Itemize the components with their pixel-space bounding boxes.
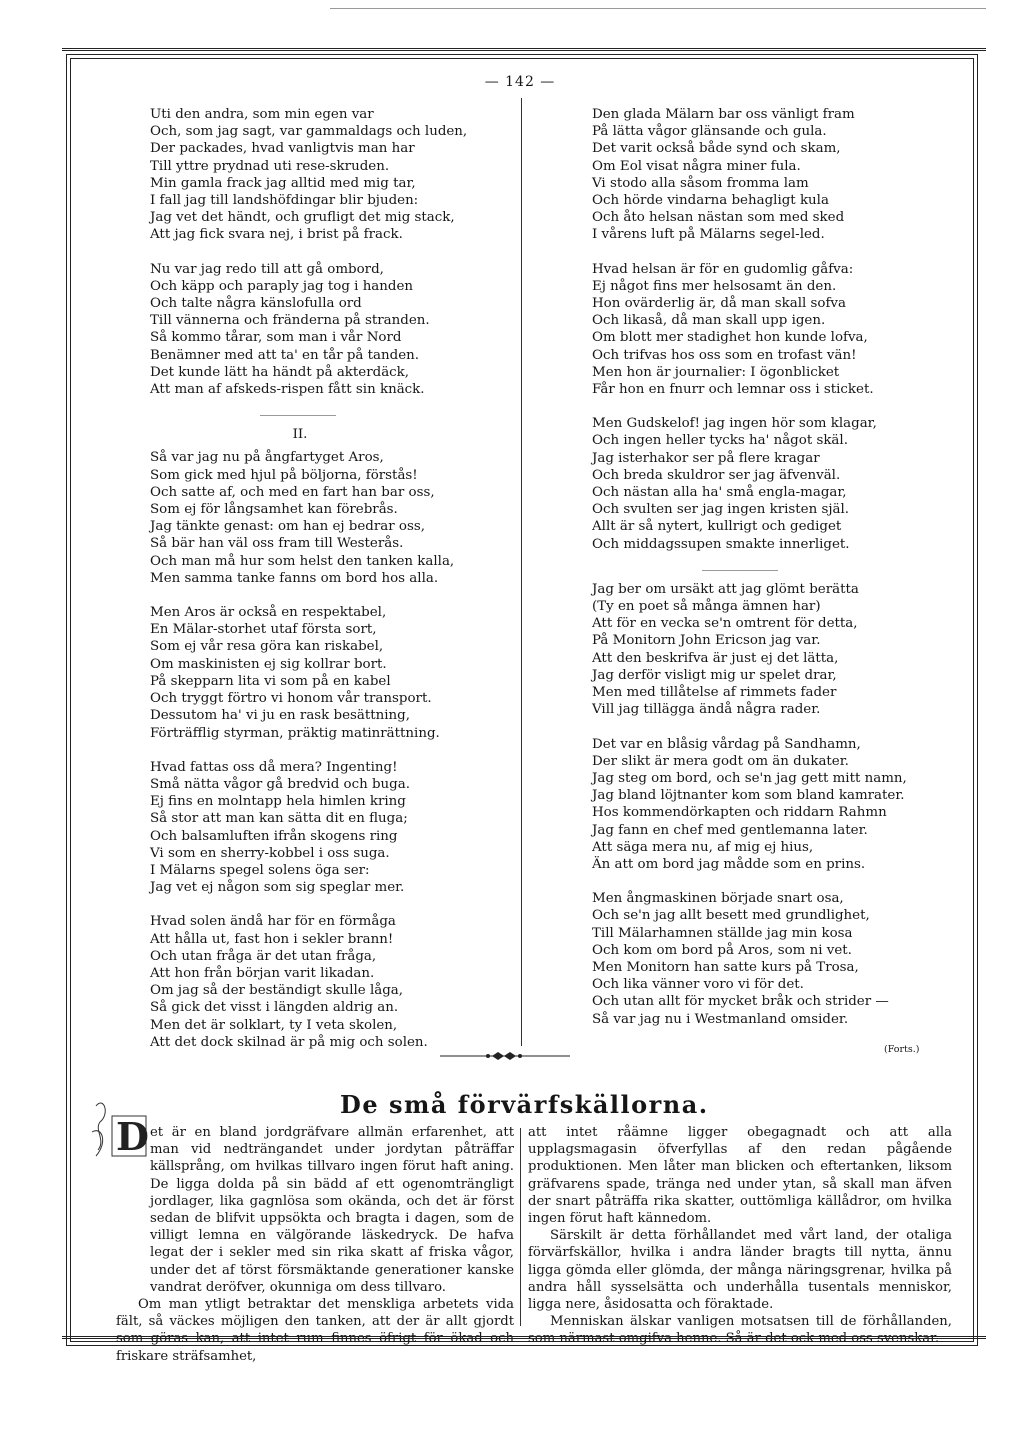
paragraph: Menniskan älskar vanligen motsatsen till de förhållanden, som närmast omgifva henne. Så är det ock med oss svenskar. [528,1314,952,1347]
stanza-group-left-a [150,106,467,398]
verse-line: Det var en blåsig vårdag på Sandhamn, [592,736,861,752]
stanza [150,913,467,1051]
verse-line: Och talte några känslofulla ord [150,296,362,312]
verse-line: Så var jag nu i Westmanland omsider. [592,1011,849,1027]
verse-line: Vill jag tillägga ändå några rader. [592,702,821,718]
stanza-group-right-a [592,106,907,553]
verse-line: Hon ovärderlig är, då man skall sofva [592,296,846,312]
verse-line: Jag isterhakor ser på flere kragar [592,450,820,466]
column-divider [521,98,522,1046]
verse-line: Men med tillåtelse af rimmets fader [592,685,837,701]
verse-line: Och svulten ser jag ingen kristen själ. [592,502,849,518]
verse-line: Till yttre prydnad uti rese-skruden. [150,158,390,174]
verse-line: Och tryggt förtro vi honom vår transport. [150,691,432,707]
verse-line: I vårens luft på Mälarns segel-led. [592,227,825,243]
verse-line: Det kunde lätt ha händt på akterdäck, [150,364,410,380]
verse-line: Att det dock skilnad är på mig och solen. [150,1034,428,1050]
stanza [150,261,467,399]
stanza [150,106,467,244]
verse-line: Vi stodo alla såsom fromma lam [592,175,809,191]
verse-line: Och ingen heller tycks ha' något skäl. [592,433,848,449]
verse-line: Så stor att man kan sätta dit en fluga; [150,811,408,827]
section-divider [702,570,778,571]
verse-line: Och likaså, då man skall upp igen. [592,313,826,329]
verse-line: Men det är solklart, ty I veta skolen, [150,1017,398,1033]
verse-line: Och nästan alla ha' små engla-magar, [592,485,847,501]
verse-line: Der packades, hvad vanligtvis man har [150,141,415,157]
verse-line: Ej något fins mer helsosamt än den. [592,278,837,294]
stanza-group-right-b [592,581,907,1028]
verse-line: Nu var jag redo till att gå ombord, [150,261,384,277]
verse-line: Vi som en sherry-kobbel i oss suga. [150,845,390,861]
verse-line: Hvad solen ändå har för en förmåga [150,914,396,930]
verse-line: På Monitorn John Ericson jag var. [592,633,821,649]
verse-line: Och utan allt för mycket bråk och strider — [592,994,889,1010]
verse-line: Och man må hur som helst den tanken kalla, [150,553,455,569]
verse-line: Ej fins en molntapp hela himlen kring [150,794,406,810]
verse-line: Att man af afskeds-rispen fått sin knäck. [150,382,425,398]
verse-line: Den glada Mälarn bar oss vänligt fram [592,107,855,122]
verse-line: Jag tänkte genast: om han ej bedrar oss, [150,519,425,535]
top-border-rule [62,48,986,51]
verse-line: Allt är så nytert, kullrigt och gediget [592,519,842,535]
ornamental-rule [440,1050,570,1062]
verse-line: Benämner med att ta' en tår på tanden. [150,347,420,363]
verse-line: Uti den andra, som min egen var [150,107,374,122]
section-numeral: II. [292,427,308,443]
verse-line: Men ångmaskinen började snart osa, [592,891,844,907]
verse-line: Så var jag nu på ångfartyget Aros, [150,450,384,466]
verse-line: En Mälar-storhet utaf första sort, [150,622,377,638]
article-column-divider [520,1128,521,1326]
verse-line: Så kommo tårar, som man i vår Nord [150,330,402,346]
verse-line: Och balsamluften ifrån skogens ring [150,828,398,844]
verse-line: Och käpp och paraply jag tog i handen [150,278,414,294]
verse-line: Jag ber om ursäkt att jag glömt berätta [592,581,859,597]
page-number: — 142 — [484,74,556,90]
verse-line: Der slikt är mera godt om än dukater. [592,753,849,769]
top-hairline [330,8,986,9]
verse-line: Att den beskrifva är just ej det lätta, [592,650,839,666]
verse-line: Att säga mera nu, af mig ej hius, [592,839,814,855]
verse-line: Till Mälarhamnen ställde jag min kosa [592,925,853,941]
verse-line: Om blott mer stadighet hon kunde lofva, [592,330,868,346]
verse-line: Att för en vecka se'n omtrent för detta, [592,616,858,632]
verse-line: Dessutom ha' vi ju en rask besättning, [150,708,411,724]
verse-line: Jag vet det händt, och grufligt det mig stack, [150,210,455,226]
verse-line: Och breda skuldror ser jag äfvenväl. [592,467,841,483]
paragraph: et är en bland jordgräfvare allmän erfarenhet, att man vid nedträngandet under jordytan påträffar källsprång, om hvilkas tillvaro ingen förut haft aning. De ligga dolda på sin bädd af ett ogenomträngligt jordlager, lika gagnlösa som okända, och det är först sedan de blifvit uppsökta och bragta i dagen, som de villigt lemna en välgörande läskedryck. De hafva legat der i sekler med sin rika skatt af friska vågor, under det af törst försmäktande generationer kanske vandrat deröfver, okunniga om dess tillvaro. [150,1125,514,1295]
stanza [592,261,907,399]
stanza [150,759,467,897]
verse-line: Men Monitorn han satte kurs på Trosa, [592,959,859,975]
verse-line: Jag fann en chef med gentlemanna later. [592,822,868,838]
paragraph: att intet råämne ligger obegagnadt och att alla upplagsmagasin öfverfyllas af den redan pågående produktionen. Men låter man blicken och eftertanken, liksom gräfvarens spade, tränga ned under ytan, så skall man äfven der snart påträffa rika skatter, outtömliga källådror, om hvilka ingen förut haft kännedom. [528,1125,952,1227]
stanza-group-left-b [150,449,467,1051]
initial-letter: D [116,1114,149,1159]
article-text-left [116,1124,514,1365]
verse-line: Om maskinisten ej sig kollrar bort. [150,656,387,672]
verse-line: Och, som jag sagt, var gammaldags och luden, [150,124,468,140]
verse-line: Att hon från början varit likadan. [150,965,375,981]
verse-line: Små nätta vågor gå bredvid och buga. [150,776,410,792]
verse-line: Hvad fattas oss då mera? Ingenting! [150,759,398,775]
poem-left-column [150,106,467,1068]
verse-line: Men Aros är också en respektabel, [150,605,387,621]
verse-line: Som gick med hjul på böljorna, förstås! [150,467,418,483]
verse-line: Och kom om bord på Aros, som ni vet. [592,942,852,958]
stanza [592,736,907,874]
verse-line: Om jag så der beständigt skulle låga, [150,983,404,999]
verse-line: I Mälarns spegel solens öga ser: [150,862,370,878]
verse-line: Hos kommendörkapten och riddarn Rahmn [592,805,887,821]
verse-line: Så gick det visst i längden aldrig an. [150,1000,399,1016]
verse-line: (Ty en poet så många ämnen har) [592,599,821,615]
verse-line: Jag derför visligt mig ur spelet drar, [592,667,837,683]
poem-right-column [592,106,907,1045]
verse-line: Det varit också både synd och skam, [592,141,841,157]
article-title: De små förvärfskällorna. [340,1090,709,1119]
verse-line: Och middagssupen smakte innerliget. [592,536,850,552]
verse-line: Till vännerna och fränderna på stranden. [150,313,430,329]
verse-line: Och trifvas hos oss som en trofast vän! [592,347,857,363]
verse-line: Och hörde vindarna behagligt kula [592,193,829,209]
stanza [592,890,907,1028]
verse-line: Jag vet ej någon som sig speglar mer. [150,880,405,896]
verse-line: Och satte af, och med en fart han bar oss, [150,484,435,500]
stanza [592,415,907,553]
verse-line: Och se'n jag allt besett med grundlighet, [592,908,870,924]
verse-line: Hvad helsan är för en gudomlig gåfva: [592,261,854,277]
verse-line: Får hon en fnurr och lemnar oss i sticket. [592,382,874,398]
stanza [150,604,467,742]
verse-line: Jag bland löjtnanter kom som bland kamrater. [592,788,905,804]
verse-line: Min gamla frack jag alltid med mig tar, [150,175,416,191]
verse-line: Som ej vår resa göra kan riskabel, [150,639,384,655]
verse-line: Men Gudskelof! jag ingen hör som klagar, [592,416,877,432]
verse-line: Och lika vänner voro vi för det. [592,977,804,993]
article-text-right [528,1124,952,1348]
verse-line: Och åto helsan nästan som med sked [592,210,845,226]
stanza [592,581,907,719]
paragraph: Om man ytligt betraktar det menskliga arbetets vida fält, så väckes möjligen den tanken, att der är allt gjordt som göras kan, att intet rum finnes öfrigt för ökad och friskare sträfsamhet, [116,1297,514,1364]
verse-line: Förträfflig styrman, präktig matinrättning. [150,725,440,741]
stanza [150,449,467,587]
bottom-border-rule [62,1336,986,1339]
verse-line: Jag steg om bord, och se'n jag gett mitt namn, [592,770,907,786]
verse-line: Om Eol visat några miner fula. [592,158,801,174]
verse-line: Än att om bord jag mådde som en prins. [592,856,866,872]
verse-line: Men hon är journalier: I ögonblicket [592,364,840,380]
verse-line: I fall jag till landshöfdingar blir bjuden: [150,193,419,209]
verse-line: På lätta vågor glänsande och gula. [592,124,827,140]
paragraph: Särskilt är detta förhållandet med vårt land, der otaliga förvärfskällor, hvilka i andra länder bragts till nytta, ännu ligga gömda eller glömda, der många näringsgrenar, hvilka på andra håll sysselsätta och underhålla tusentals menniskor, ligga nere, åsidosatta och föraktade. [528,1228,952,1313]
section-divider [260,415,336,416]
verse-line: På skepparn lita vi som på en kabel [150,673,391,689]
verse-line: Men samma tanke fanns om bord hos alla. [150,570,439,586]
verse-line: Att hålla ut, fast hon i sekler brann! [150,931,394,947]
verse-line: Så bär han väl oss fram till Westerås. [150,536,404,552]
verse-line: Och utan fråga är det utan fråga, [150,948,377,964]
continued-note: (Forts.) [884,1044,920,1055]
stanza [592,106,907,244]
verse-line: Som ej för långsamhet kan förebrås. [150,502,398,518]
verse-line: Att jag fick svara nej, i brist på frack. [150,227,403,243]
